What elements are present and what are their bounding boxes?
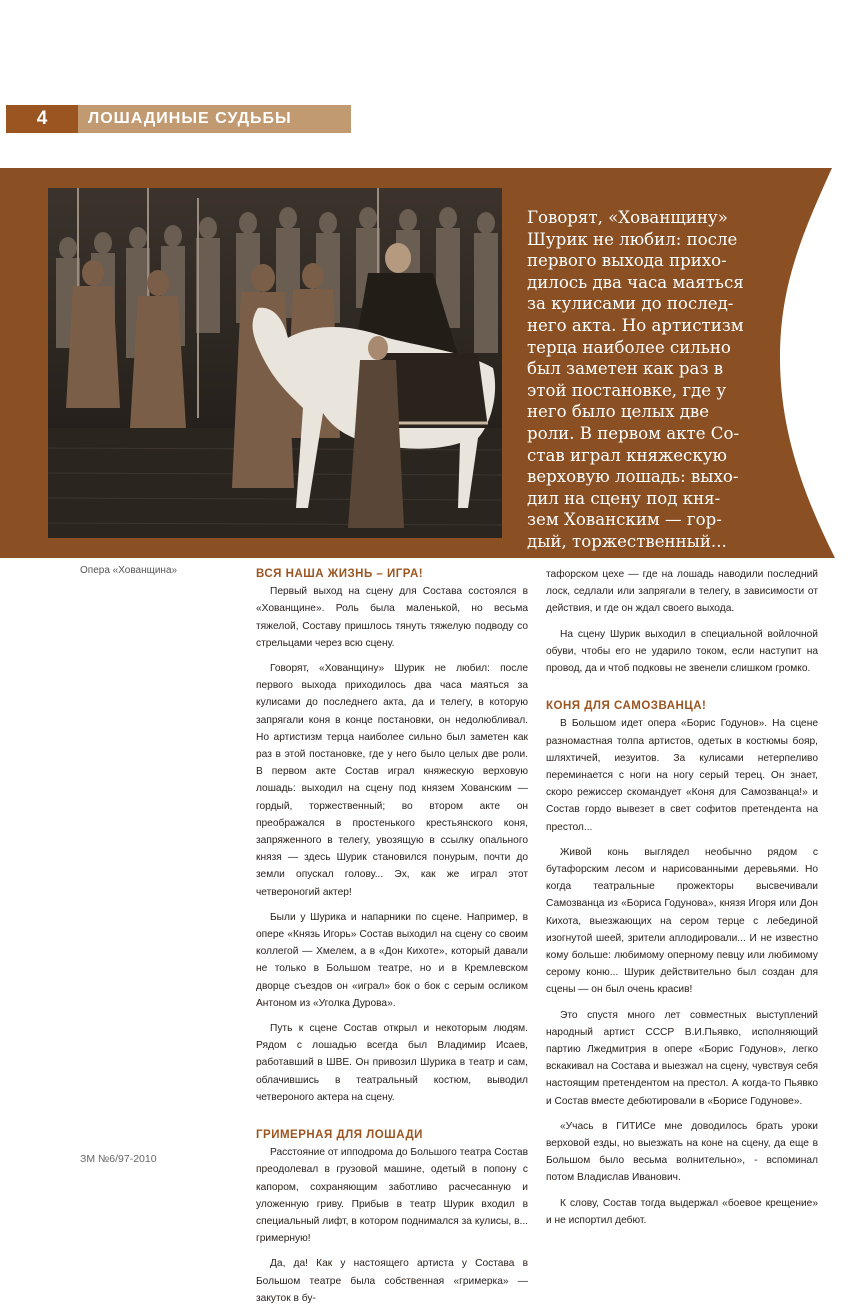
article-paragraph: Первый выход на сцену для Состава состоялся в «Хованщине». Роль была маленькой, но весьма тяжелой, Составу пришлось тянуть тяжелую подводу со стрельцами через всю сцену. — [256, 586, 528, 649]
pull-quote-line: роли. В первом акте Со- — [527, 423, 740, 443]
article-paragraph: К слову, Состав тогда выдержал «боевое крещение» и не испортил дебют. — [546, 1197, 818, 1226]
article-paragraph: «Учась в ГИТИСе мне доводилось брать уроки верховой езды, но выезжать на коне на сцену, да еще в Большом было весьма волнительно», - вспоминал потом Владислав Иванович. — [546, 1120, 818, 1184]
opera-stage-photo — [48, 188, 502, 538]
pull-quote-line: зем Хованским — гор- — [527, 510, 722, 530]
pull-quote-line: него было целых две — [527, 402, 710, 422]
article-column-1 — [256, 566, 528, 1315]
pull-quote-line: этой постановке, где у — [527, 380, 727, 400]
article-paragraph: Были у Шурика и напарники по сцене. Например, в опере «Князь Игорь» Состав выходил на сцену со своим коллегой — Хмелем, а в «Дон Кихоте», который давали не только в Большом театре, но и в Кремлевском дворце съездов он «играл» бок о бок с серым осликом Антоном из «Уголка Дурова». — [256, 911, 528, 1009]
article-paragraph: На сцену Шурик выходил в специальной войлочной обуви, чтобы его не ударило током, если наступит на провод, да и чтоб подковы не звенели слишком громко. — [546, 628, 818, 675]
section-heading: КОНЯ ДЛЯ САМОЗВАНЦА! — [546, 700, 707, 713]
pull-quote-line: него акта. Но артистизм — [527, 315, 744, 335]
pull-quote-line: дилось два часа маяться — [527, 272, 744, 292]
pull-quote-line: терца наиболее сильно — [527, 337, 731, 357]
section-heading: ВСЯ НАША ЖИЗНЬ – ИГРА! — [256, 568, 424, 580]
pull-quote-line: верховую лошадь: выхо- — [527, 467, 739, 487]
pull-quote-line: первого выхода прихо- — [527, 251, 727, 271]
pull-quote-line: был заметен как раз в — [527, 359, 724, 379]
article-paragraph: тафорском цехе — где на лошадь наводили последний лоск, седлали или запрягали в телегу, в зависимости от действия, и где он ждал своего выхода. — [546, 569, 818, 615]
photo-caption: Опера «Хованщина» — [80, 565, 178, 576]
article-paragraph: Говорят, «Хованщину» Шурик не любил: после первого выхода приходилось два часа маяться за кулисами до последнего акта, да и телегу, в которую запрягали коня в конце постановки, он недолюбливал. Но артистизм терца наиболее сильно был заметен как раз в этой постановке, где у него было целых две роли. В первом акте Состав играл княжескую верховую лошадь: выходил на сцену под князем Хованским — гордый, торжественный; во втором акте он преображался в простенького крестьянского коня, запряженного в телегу, увозящую в ссылку опального князя — здесь Шурик становился понурым, почти до земли опускал голову... Эх, как же играл этот четвероногий актер! — [256, 663, 528, 898]
section-heading: ГРИМЕРНАЯ ДЛЯ ЛОШАДИ — [256, 1129, 423, 1142]
pull-quote-line: Говорят, «Хованщину» — [527, 208, 728, 227]
article-paragraph: Живой конь выглядел необычно рядом с бутафорским лесом и нарисованными деревьями. Но когда театральные прожекторы высвечивали Самозванца из «Бориса Годунова», князя Игоря или Дон Кихота, выезжающих на сером терце с лебединой изогнутой шеей, зрители аплодировали... И не известно кому больше: любимому оперному певцу или любимому серому коню... Шурик действительно был создан для сцены — он был очень красив! — [546, 846, 818, 996]
article-column-2 — [546, 566, 818, 1237]
article-paragraph: Да, да! Как у настоящего артиста у Состава в Большом театре была собственная «гримерка» — закуток в бу- — [256, 1258, 528, 1304]
article-paragraph: В Большом идет опера «Борис Годунов». На сцене разномастная толпа артистов, одетых в костюмы бояр, шляхтичей, иезуитов. За кулисами нетерпеливо переминается с ноги на ногу серый терец. Он знает, скоро режиссер скомандует «Коня для Самозванца!» и Состав гордо вывезет в свет софитов претендента на престол... — [546, 718, 818, 833]
article-paragraph: Это спустя много лет совместных выступлений народный артист СССР В.И.Пьявко, исполняющий партию Лжедмитрия в опере «Борис Годунов», легко вскакивал на Состава и выезжал на сцену, чувствуя себя настоящим претендентом на престол. А когда-то Пьявко и Состав вместе дебютировали в «Борисе Годунове». — [546, 1009, 818, 1107]
pull-quote-line: дый, торжественный... — [527, 531, 727, 551]
section-header-bar — [6, 105, 351, 133]
pull-quote-line: Шурик не любил: после — [527, 229, 738, 249]
pull-quote — [527, 207, 742, 553]
pull-quote-line: став играл княжескую — [527, 445, 727, 465]
page-number: 4 — [6, 105, 78, 133]
article-paragraph: Путь к сцене Состав открыл и некоторым людям. Рядом с лошадью всегда был Владимир Исаев, работавший в ШВЕ. Он привозил Шурика в театр и сам, облачившись в театральный костюм, выводил четвероного актера на сцену. — [256, 1023, 528, 1103]
issue-footer: ЗМ №6/97-2010 — [80, 1153, 157, 1165]
section-title: ЛОШАДИНЫЕ СУДЬБЫ — [88, 110, 292, 127]
pull-quote-line: дил на сцену под кня- — [527, 488, 721, 508]
pull-quote-line: за кулисами до послед- — [527, 294, 734, 314]
article-paragraph: Расстояние от ипподрома до Большого театра Состав преодолевал в грузовой машине, одетый в попону с капором, сохраняющим заботливо расчесанную и уложенную гриву. Прибыв в театр Шурик входил в специальный лифт, в котором поднимался за кулисы, в... гримерную! — [256, 1147, 528, 1245]
